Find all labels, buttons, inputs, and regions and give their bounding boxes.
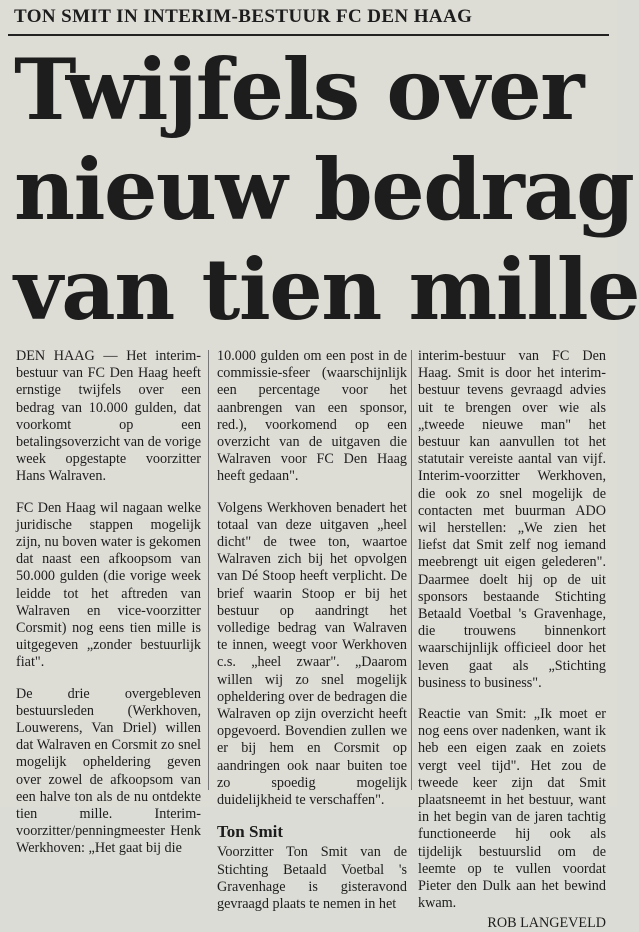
headline-line-3: van tien mille [14,240,639,339]
paragraph: DEN HAAG — Het interim-bestuur van FC Den Haag heeft ernstige twijfels over een bedrag van 10.000 gulden, dat voorkomt op een betalingsoverzicht van de vorige week opgestapte voorzitter Hans Walraven. [16,348,201,485]
column-divider [411,350,412,790]
paragraph: FC Den Haag wil nagaan welke juridische stappen mogelijk zijn, nu boven water is gekomen dat naast een afkoopsom van 50.000 gulden (die vorige week leidde tot het aftreden van Walraven en vice-voorzitter Corsmit) nog eens tien mille is uitgegeven „zonder bestuurlijk fiat". [16,499,201,671]
paragraph: De drie overgebleven bestuursleden (Werkhoven, Louwerens, Van Driel) willen dat Walraven en Corsmit zo snel mogelijk opheldering geven over zowel de afkoopsom van een halve ton als de nu ontdekte tien mille. Interim-voorzitter/penningmeester Henk Werkhoven: „Het gaat bij die [16,685,201,857]
subheading: Ton Smit [217,822,283,842]
paragraph: Voorzitter Ton Smit van de Stichting Betaald Voetbal 's Gravenhage is gisteravond gevraagd plaats te nemen in het [217,844,407,913]
column-3 [418,348,606,932]
kicker: TON SMIT IN INTERIM-BESTUUR FC DEN HAAG [14,6,473,27]
column-1 [16,348,201,872]
column-divider [208,350,209,790]
headline [14,40,639,340]
byline: ROB LANGEVELD [487,914,606,931]
paragraph: Volgens Werkhoven benadert het totaal van deze uitgaven „heel dicht" de twee ton, waartoe Walraven zich bij het opvolgen van Dé Stoop heeft verplicht. De brief waarin Stoop er bij het bestuur op aandringt het volledige bedrag van Walraven te innen, weegt voor Werkhoven c.s. „heel zwaar". „Daarom willen wij zo snel mogelijk opheldering over de bedragen die Walraven op zijn overzicht heeft opgevoerd. Bovendien zullen we er bij hem en Corsmit op aandringen ook naar buiten toe zo spoedig mogelijk duidelijkheid te verschaffen". [217,499,407,809]
paragraph: 10.000 gulden om een post in de commissie-sfeer (waarschijnlijk een percentage voor het aanbrengen van een sponsor, red.), voorkomend op een overzicht van de uitgaven die Walraven voor FC Den Haag heeft gedaan". [217,348,407,485]
top-rule [8,34,609,36]
paragraph: interim-bestuur van FC Den Haag. Smit is door het interim-bestuur tevens gevraagd advies uit te brengen over wie als „tweede nieuwe man" het bestuur kan aanvullen tot het statutair vereiste aantal van vijf. Interim-voorzitter Werkhoven, die ook zo snel mogelijk de contacten met buurman ADO wil herstellen: „We zien het liefst dat Smit zelf nog iemand meebrengt uit eigen gelederen". Daarmee doelt hij op de uit sponsors bestaande Stichting Betaald Voetbal 's Gravenhage, die trouwens binnenkort waarschijnlijk officieel door het leven gaat als „Stichting business to business". [418,348,606,691]
headline-line-2: nieuw bedrag [14,140,634,239]
headline-line-1: Twijfels over [14,40,583,139]
column-2 [217,348,407,927]
paragraph: Reactie van Smit: „Ik moet er nog eens over nadenken, want ik heb een eigen zaak en zoiets vergt veel tijd". Het zou de tweede keer zijn dat Smit plaatsneemt in het bestuur, want in het begin van de jaren tachtig functioneerde hij ook als tijdelijk bestuurslid om de leemte op te vullen voordat Pieter den Dulk aan het bewind kwam. [418,706,606,912]
